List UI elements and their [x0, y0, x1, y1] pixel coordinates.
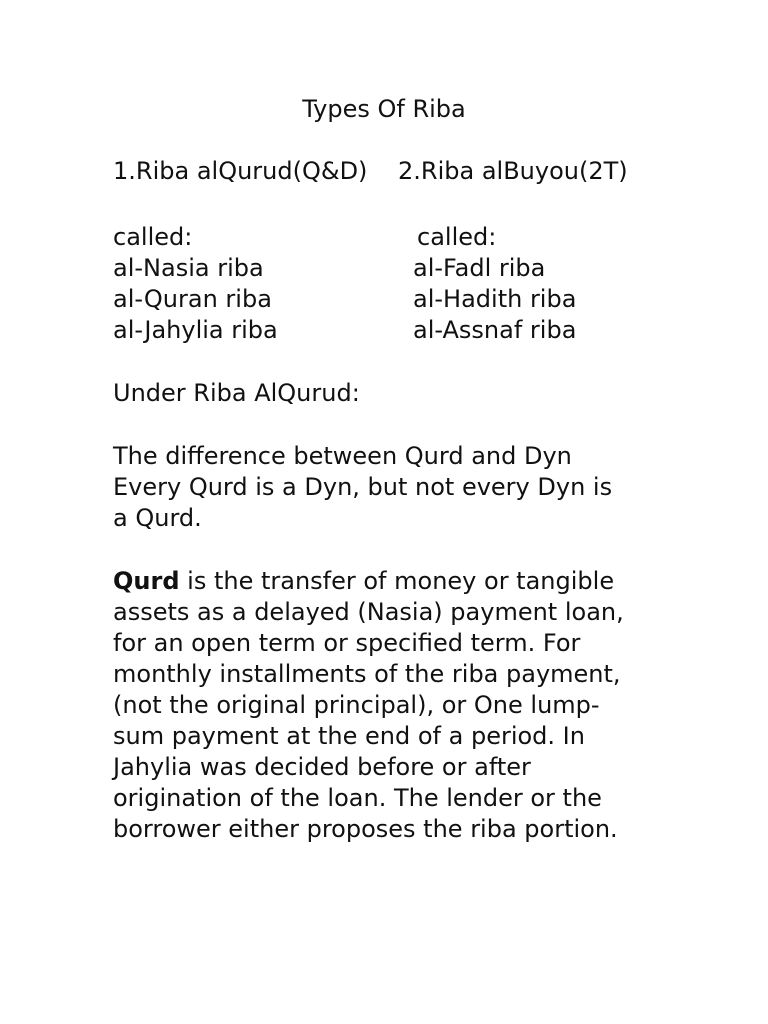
qurd-paragraph — [113, 566, 673, 845]
right-called-label: called: — [417, 223, 497, 251]
riba-type-1: 1.Riba alQurud(Q&D) — [113, 157, 368, 185]
right-item-fadl: al-Fadl riba — [413, 254, 546, 282]
qurd-line: (not the original principal), or One lump- — [113, 691, 600, 719]
qurd-line: sum payment at the end of a period. In — [113, 722, 585, 750]
page-title: Types Of Riba — [302, 95, 466, 123]
qurd-line: for an open term or specified term. For — [113, 629, 581, 657]
difference-line: Every Qurd is a Dyn, but not every Dyn is — [113, 473, 613, 501]
difference-line: The difference between Qurd and Dyn — [113, 442, 572, 470]
qurd-line: monthly installments of the riba payment, — [113, 660, 621, 688]
difference-paragraph — [113, 441, 673, 534]
difference-line: a Qurd. — [113, 504, 202, 532]
qurd-line: Jahylia was decided before or after — [113, 753, 531, 781]
right-item-hadith: al-Hadith riba — [413, 285, 577, 313]
qurd-line: is the transfer of money or tangible — [179, 567, 615, 595]
qurd-line: assets as a delayed (Nasia) payment loan, — [113, 598, 624, 626]
qurd-line: borrower either proposes the riba portion. — [113, 815, 618, 843]
left-called-label: called: — [113, 223, 193, 251]
left-item-quran: al-Quran riba — [113, 285, 272, 313]
left-item-nasia: al-Nasia riba — [113, 254, 264, 282]
right-item-assnaf: al-Assnaf riba — [413, 316, 577, 344]
left-item-jahylia: al-Jahylia riba — [113, 316, 278, 344]
qurd-line: origination of the loan. The lender or the — [113, 784, 602, 812]
qurd-term: Qurd — [113, 567, 180, 595]
section-heading: Under Riba AlQurud: — [113, 379, 360, 407]
qurd-first-line — [113, 566, 673, 597]
riba-type-2: 2.Riba alBuyou(2T) — [398, 157, 628, 185]
